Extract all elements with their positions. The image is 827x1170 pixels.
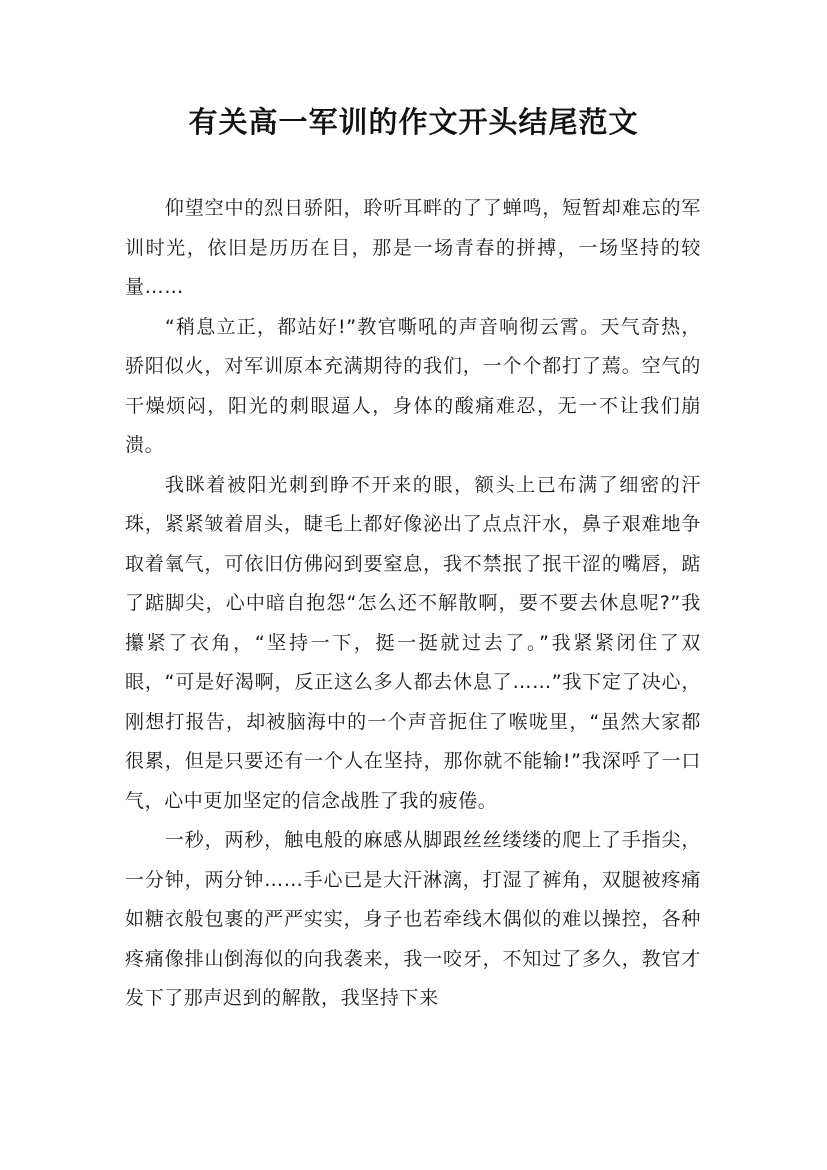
paragraph: 一秒，两秒，触电般的麻感从脚跟丝丝缕缕的爬上了手指尖，一分钟，两分钟……手心已是大汗淋漓，打湿了裤角，双腿被疼痛如糖衣般包裹的严严实实，身子也若牵线木偶似的难以操控，各种疼痛像排山倒海似的向我袭来，我一咬牙，不知过了多久，教官才发下了那声迟到的解散，我坚持下来 [125,829,701,1009]
paragraph: 我眯着被阳光刺到睁不开来的眼，额头上已布满了细密的汗珠，紧紧皱着眉头，睫毛上都好像泌出了点点汗水，鼻子艰难地争取着氧气，可依旧仿佛闷到要窒息，我不禁抿了抿干涩的嘴唇，踮了踮脚尖，心中暗自抱怨“怎么还不解散啊，要不要去休息呢?”我攥紧了衣角，“坚持一下，挺一挺就过去了。”我紧紧闭住了双眼，“可是好渴啊，反正这么多人都去休息了……”我下定了决心，刚想打报告，却被脑海中的一个声音扼住了喉咙里，“虽然大家都很累，但是只要还有一个人在坚持，那你就不能输!”我深呼了一口气，心中更加坚定的信念战胜了我的疲倦。 [125,473,701,812]
paragraph: 仰望空中的烈日骄阳，聆听耳畔的了了蝉鸣，短暂却难忘的军训时光，依旧是历历在目，那是一场青春的拼搏，一场坚持的较量…… [125,197,701,298]
paragraph: “稍息立正，都站好!”教官嘶吼的声音响彻云霄。天气奇热，骄阳似火，对军训原本充满期待的我们，一个个都打了蔫。空气的干燥烦闷，阳光的刺眼逼人，身体的酸痛难忍，无一不让我们崩溃。 [125,315,701,456]
document-title: 有关高一军训的作文开头结尾范文 [188,105,639,139]
document-body [125,189,701,1019]
